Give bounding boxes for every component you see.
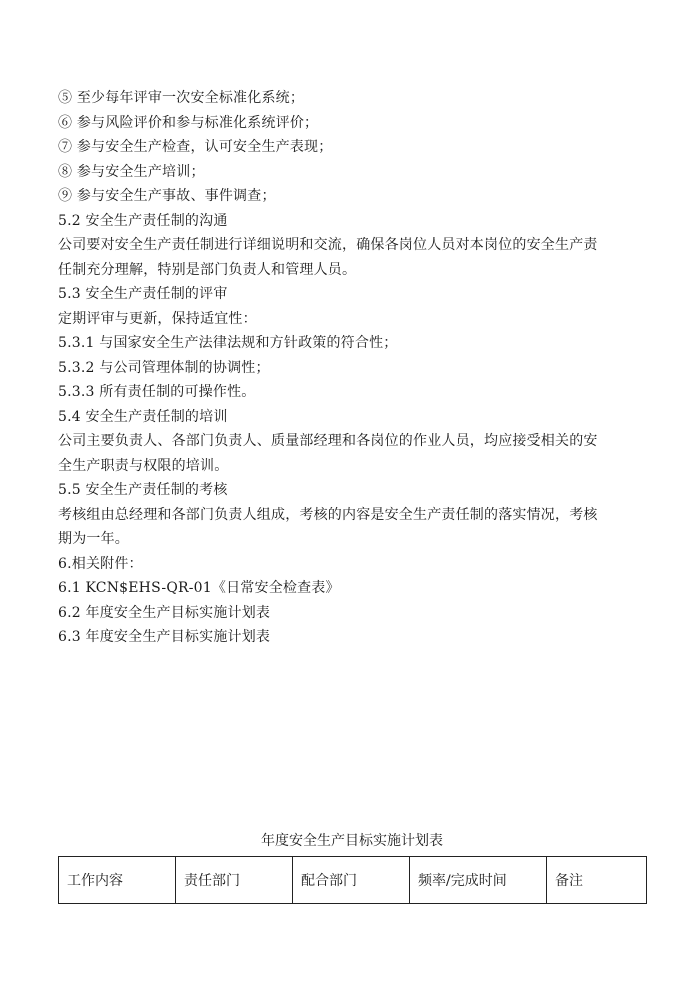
section-heading: 5.5 安全生产责任制的考核 [58, 482, 228, 498]
section-heading: 5.2 安全生产责任制的沟通 [58, 212, 228, 229]
list-item: 5.3.2 与公司管理体制的协调性； [58, 359, 270, 376]
table-header-row [59, 857, 647, 904]
section-heading: 5.4 安全生产责任制的培训 [58, 408, 228, 425]
paragraph-line: 期为一年。 [58, 531, 129, 547]
column-header-work-content: 工作内容 [59, 857, 176, 904]
list-item: 5.3.1 与国家安全生产法律法规和方针政策的符合性； [58, 335, 398, 351]
section-heading: 6.相关附件： [58, 555, 143, 572]
column-header-frequency: 频率/完成时间 [410, 857, 547, 904]
attachment-item: 6.1 KCN$EHS-QR-01《日常安全检查表》 [58, 580, 340, 596]
list-item: ⑨ 参与安全生产事故、事件调查； [58, 188, 276, 204]
paragraph-line: 任制充分理解，特别是部门负责人和管理人员。 [58, 261, 357, 278]
section-heading: 5.3 安全生产责任制的评审 [58, 286, 228, 302]
column-header-remarks: 备注 [547, 857, 647, 904]
column-header-responsible-dept: 责任部门 [176, 857, 293, 904]
list-item: ⑤ 至少每年评审一次安全标准化系统； [58, 90, 305, 106]
paragraph-line: 定期评审与更新，保持适宜性： [58, 310, 257, 327]
list-item: ⑦ 参与安全生产检查，认可安全生产表现； [58, 139, 333, 155]
list-item: ⑧ 参与安全生产培训； [58, 163, 205, 180]
plan-table [58, 856, 647, 904]
paragraph-line: 考核组由总经理和各部门负责人组成，考核的内容是安全生产责任制的落实情况，考核 [58, 506, 598, 523]
paragraph-line: 公司要对安全生产责任制进行详细说明和交流，确保各岗位人员对本岗位的安全生产责 [58, 237, 598, 253]
paragraph-line: 公司主要负责人、各部门负责人、质量部经理和各岗位的作业人员，均应接受相关的安 [58, 433, 598, 449]
body-text [58, 86, 648, 650]
paragraph-line: 全生产职责与权限的培训。 [58, 457, 229, 474]
attachment-item: 6.2 年度安全生产目标实施计划表 [58, 604, 271, 621]
attachment-item: 6.3 年度安全生产目标实施计划表 [58, 629, 271, 645]
list-item: 5.3.3 所有责任制的可操作性。 [58, 384, 256, 400]
list-item: ⑥ 参与风险评价和参与标准化系统评价； [58, 114, 319, 131]
table-title: 年度安全生产目标实施计划表 [261, 833, 443, 849]
column-header-cooperating-dept: 配合部门 [293, 857, 410, 904]
